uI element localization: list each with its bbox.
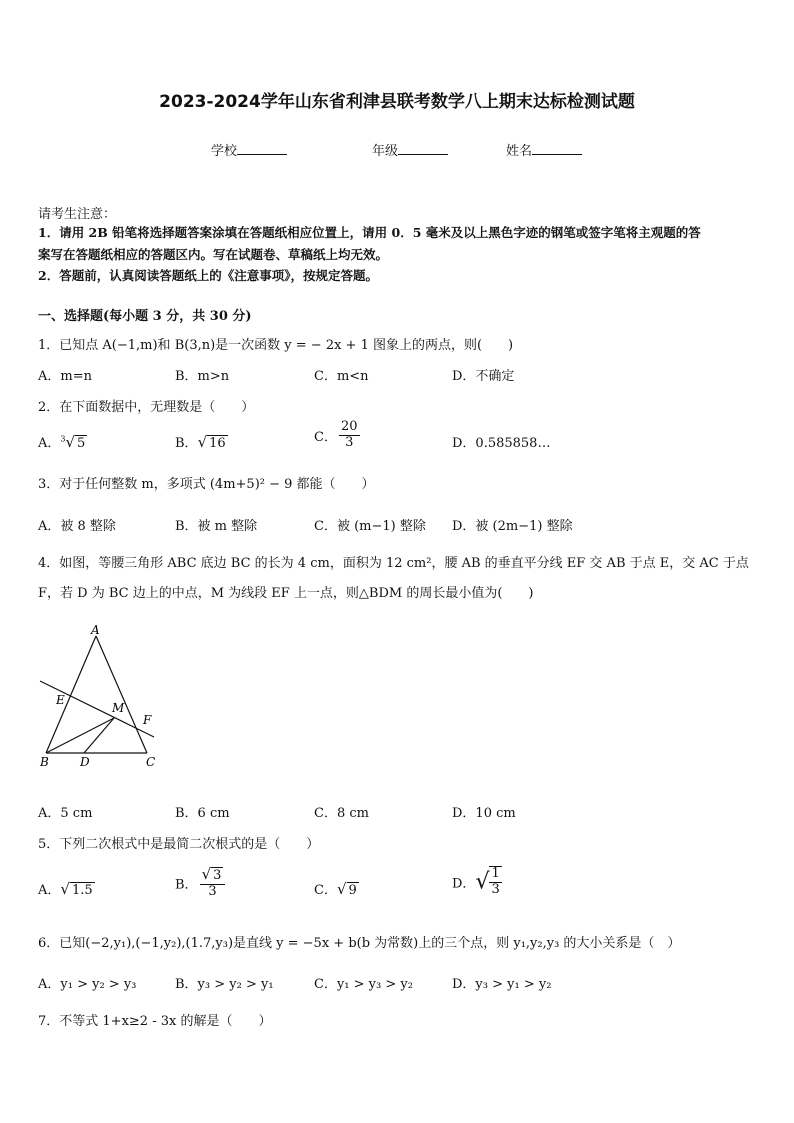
label-e: E: [56, 693, 65, 707]
grade-field: [372, 140, 448, 159]
name-label: 姓名: [506, 144, 533, 159]
question-7-stem: 7．不等式 1+x≥2 - 3x 的解是（ ）: [38, 1014, 272, 1029]
side-ac: [96, 636, 147, 753]
q1-option-d: D．不确定: [452, 369, 515, 384]
segment-dm: [84, 718, 114, 753]
notice-line-1: 1．请用 2B 铅笔将选择题答案涂填在答题纸相应位置上，请用 0．5 毫米及以上黑色字迹的钢笔或签字笔将主观题的答: [38, 225, 701, 240]
q2-b-radicand: 16: [209, 436, 226, 451]
label-b: B: [40, 755, 49, 769]
segment-bm: [46, 718, 114, 753]
q4-option-d: D．10 cm: [452, 806, 516, 821]
school-field: [211, 140, 287, 159]
q5-option-c: C．√ 9: [314, 880, 357, 898]
q6-option-d: D．y₃ > y₁ > y₂: [452, 977, 552, 992]
q5-b-fraction: $\frac{√ 3}{3}$: [200, 866, 226, 900]
school-blank: [237, 142, 287, 155]
q5-option-a: A．√ 1.5: [38, 880, 93, 898]
q6-option-c: C．y₁ > y₃ > y₂: [314, 977, 413, 992]
q1-option-a: A．m=n: [38, 369, 92, 384]
q5-d-fraction: $\frac{1}{3}$: [491, 866, 500, 897]
q6-option-a: A．y₁ > y₂ > y₃: [38, 977, 137, 992]
q2-option-c: C． $\frac{20}{3}$: [314, 419, 358, 450]
q1-option-c: C．m<n: [314, 369, 369, 384]
notice-heading: 请考生注意：: [38, 207, 117, 222]
section-heading: 一、选择题(每小题 3 分，共 30 分): [38, 309, 252, 324]
q2-c-fraction: $\frac{20}{3}$: [340, 419, 358, 450]
q1-option-b: B．m>n: [175, 369, 230, 384]
label-d: D: [80, 755, 90, 769]
q3-option-a: A．被 8 整除: [38, 519, 116, 534]
q3-option-d: D．被 (2m−1) 整除: [452, 519, 573, 534]
question-3-stem: 3．对于任何整数 m，多项式 (4m+5)² − 9 都能（ ）: [38, 477, 375, 492]
question-1-stem: 1．已知点 A(−1,m)和 B(3,n)是一次函数 y = − 2x + 1 图象上的两点，则( ): [38, 338, 514, 353]
notice-line-3: 2．答题前，认真阅读答题纸上的《注意事项》，按规定答题。: [38, 268, 378, 283]
label-c: C: [146, 755, 156, 769]
q2-a-radicand: 5: [77, 436, 86, 451]
question-4-line-2: F，若 D 为 BC 边上的中点，M 为线段 EF 上一点，则△BDM 的周长最小值为( ): [38, 586, 534, 601]
q5-a-radicand: 1.5: [71, 883, 93, 898]
page-title: 2023-2024学年山东省利津县联考数学八上期末达标检测试题: [159, 92, 635, 112]
q5-c-radicand: 9: [348, 883, 357, 898]
cube-root-index: 3: [60, 434, 66, 444]
notice-line-2: 案写在答题纸相应的答题区内。写在试题卷、草稿纸上均无效。: [38, 247, 389, 262]
name-blank: [532, 142, 582, 155]
label-m: M: [112, 701, 125, 715]
q6-option-b: B．y₃ > y₂ > y₁: [175, 977, 274, 992]
q2-option-d: D．0.585858…: [452, 436, 551, 451]
question-6-stem: 6．已知(−2,y₁),(−1,y₂),(1.7,y₃)是直线 y = −5x + b(b 为常数)上的三个点，则 y₁,y₂,y₃ 的大小关系是（ ）: [38, 936, 681, 951]
question-4-line-1: 4．如图，等腰三角形 ABC 底边 BC 的长为 4 cm，面积为 12 cm²，腰 AB 的垂直平分线 EF 交 AB 于点 E，交 AC 于点: [38, 556, 749, 571]
q4-option-b: B．6 cm: [175, 806, 230, 821]
q4-option-a: A．5 cm: [38, 806, 93, 821]
line-ef: [40, 681, 154, 737]
q5-option-b: B． $\frac{√ 3}{3}$: [175, 866, 227, 900]
q4-option-c: C．8 cm: [314, 806, 369, 821]
grade-blank: [398, 142, 448, 155]
q2-option-b: B．√ 16: [175, 433, 226, 451]
q3-option-b: B．被 m 整除: [175, 519, 258, 534]
name-field: [506, 140, 582, 159]
label-a: A: [91, 623, 100, 637]
question-2-stem: 2．在下面数据中，无理数是（ ）: [38, 400, 255, 415]
question-5-stem: 5．下列二次根式中是最简二次根式的是（ ）: [38, 837, 320, 852]
q5-option-d: D．√ $\frac{1}{3}$: [452, 866, 500, 897]
q2-option-a: A．$^3$√ 5: [38, 433, 86, 451]
triangle-figure: [30, 622, 170, 772]
q3-option-c: C．被 (m−1) 整除: [314, 519, 426, 534]
grade-label: 年级: [372, 144, 399, 159]
label-f: F: [143, 713, 152, 727]
side-ab: [46, 636, 96, 753]
school-label: 学校: [211, 144, 238, 159]
